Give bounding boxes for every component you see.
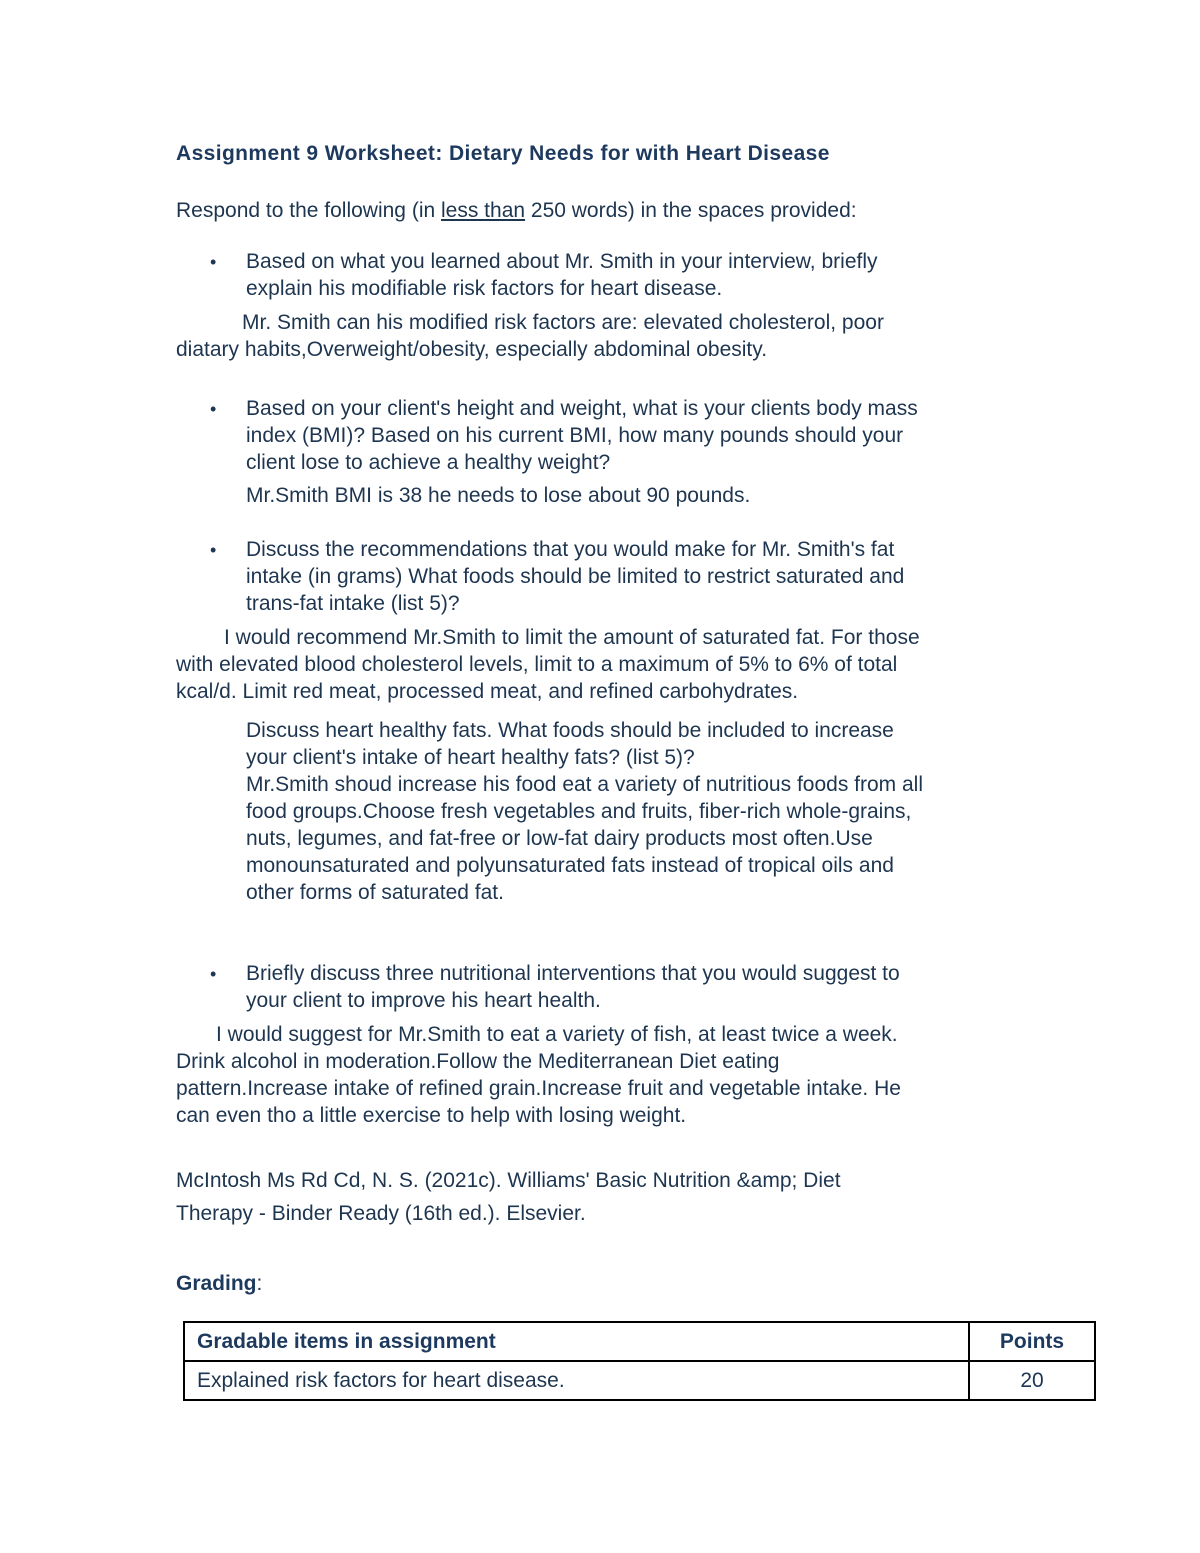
answer-5-line: pattern.Increase intake of refined grain.Increase fruit and vegetable intake. He [176, 1077, 901, 1100]
answer-1-line: Mr. Smith can his modified risk factors are: elevated cholesterol, poor [242, 311, 884, 334]
question-1-line: explain his modifiable risk factors for heart disease. [246, 277, 723, 300]
question-3-line: intake (in grams) What foods should be limited to restrict saturated and [246, 565, 905, 588]
question-2 [246, 395, 918, 476]
instructions-underlined: less than [441, 199, 526, 222]
citation-line: Therapy - Binder Ready (16th ed.). Elsevier. [176, 1202, 586, 1225]
answer-4-line: monounsaturated and polyunsaturated fats instead of tropical oils and [246, 854, 894, 877]
instructions-suffix: 250 words) in the spaces provided: [525, 199, 857, 222]
question-4-line: Discuss heart healthy fats. What foods should be included to increase [246, 719, 894, 742]
answer-4-line: Mr.Smith shoud increase his food eat a variety of nutritious foods from all [246, 773, 923, 796]
table-header-points: Points [969, 1322, 1095, 1361]
bullet-marker: • [210, 399, 217, 419]
answer-3-line: I would recommend Mr.Smith to limit the amount of saturated fat. For those [224, 626, 920, 649]
answer-3-line: with elevated blood cholesterol levels, limit to a maximum of 5% to 6% of total [176, 653, 898, 676]
page-title: Assignment 9 Worksheet: Dietary Needs for with Heart Disease [176, 142, 830, 165]
question-1 [246, 248, 878, 302]
grading-label: Grading [176, 1272, 257, 1295]
bullet-marker: • [210, 540, 217, 560]
question-3 [246, 536, 904, 617]
bullet-marker: • [210, 252, 217, 272]
question-5-line: your client to improve his heart health. [246, 989, 601, 1012]
question-5 [246, 960, 900, 1014]
answer-4-line: other forms of saturated fat. [246, 881, 504, 904]
table-cell-item: Explained risk factors for heart disease. [184, 1361, 969, 1400]
answer-5-line: I would suggest for Mr.Smith to eat a variety of fish, at least twice a week. [216, 1023, 898, 1046]
answer-5-line: can even tho a little exercise to help with losing weight. [176, 1104, 687, 1127]
question-2-line: client lose to achieve a healthy weight? [246, 451, 611, 474]
question-2-line: index (BMI)? Based on his current BMI, how many pounds should your [246, 424, 904, 447]
grading-heading [176, 1272, 262, 1296]
grading-table [183, 1321, 1096, 1401]
citation-line: McIntosh Ms Rd Cd, N. S. (2021c). Williams' Basic Nutrition &amp; Diet [176, 1169, 841, 1192]
question-1-line: Based on what you learned about Mr. Smith in your interview, briefly [246, 250, 878, 273]
answer-4-line: food groups.Choose fresh vegetables and fruits, fiber-rich whole-grains, [246, 800, 912, 823]
question-5-line: Briefly discuss three nutritional interventions that you would suggest to [246, 962, 900, 985]
answer-1-line: diatary habits,Overweight/obesity, especially abdominal obesity. [176, 338, 768, 361]
answer-4-line: nuts, legumes, and fat-free or low-fat dairy products most often.Use [246, 827, 873, 850]
table-header-item: Gradable items in assignment [184, 1322, 969, 1361]
question-3-line: Discuss the recommendations that you would make for Mr. Smith's fat [246, 538, 895, 561]
question-4-line: your client's intake of heart healthy fats? (list 5)? [246, 746, 695, 769]
question-4 [246, 717, 923, 906]
answer-5-line: Drink alcohol in moderation.Follow the Mediterranean Diet eating [176, 1050, 780, 1073]
table-row [184, 1361, 1095, 1400]
bullet-marker: • [210, 964, 217, 984]
instructions-prefix: Respond to the following (in [176, 199, 441, 222]
answer-3-line: kcal/d. Limit red meat, processed meat, and refined carbohydrates. [176, 680, 799, 703]
question-3-line: trans-fat intake (list 5)? [246, 592, 460, 615]
question-2-line: Based on your client's height and weight, what is your clients body mass [246, 397, 918, 420]
table-cell-points: 20 [969, 1361, 1095, 1400]
answer-2: Mr.Smith BMI is 38 he needs to lose about 90 pounds. [246, 484, 751, 507]
table-header-row [184, 1322, 1095, 1361]
instructions [176, 197, 857, 224]
grading-colon: : [256, 1272, 263, 1295]
